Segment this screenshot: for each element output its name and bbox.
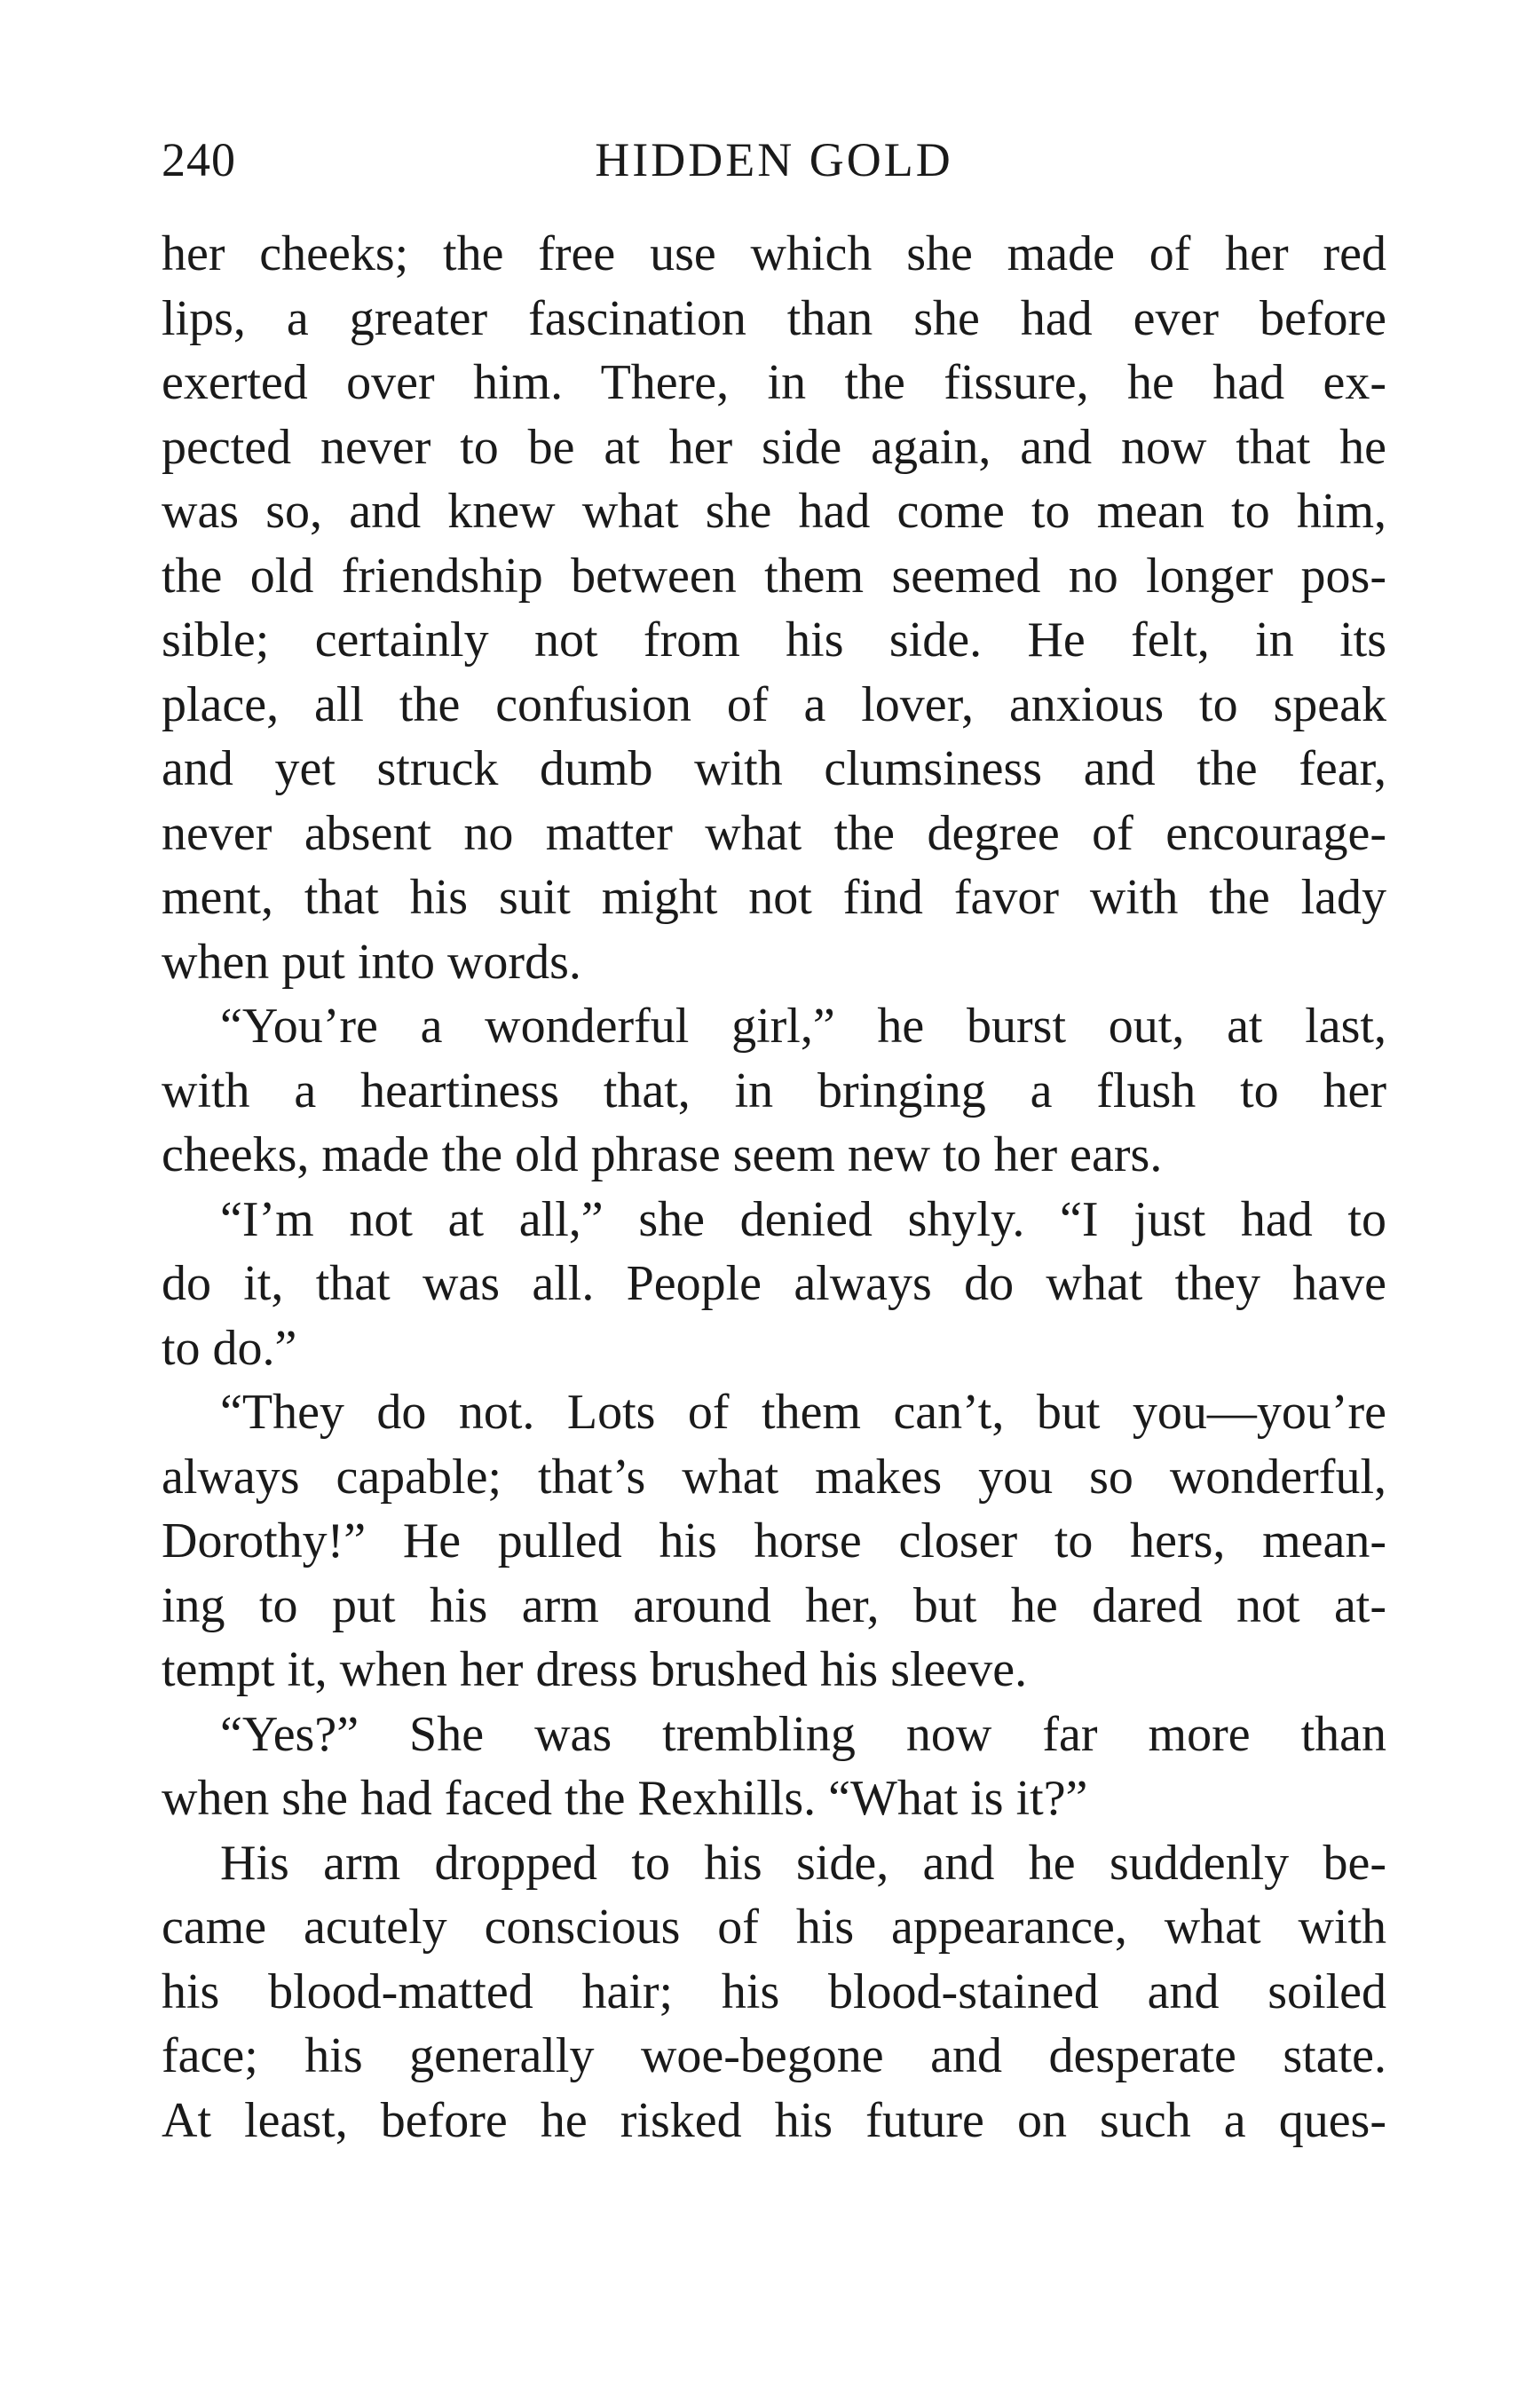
text-line: Dorothy!” He pulled his horse closer to hers, mean- (162, 1513, 1386, 1568)
paragraph (162, 1831, 1386, 2153)
paragraph (162, 1188, 1386, 1381)
text-line: “You’re a wonderful girl,” he burst out, at last, (220, 999, 1386, 1054)
text-line: His arm dropped to his side, and he suddenly be- (220, 1835, 1386, 1891)
text-line: never absent no matter what the degree of encourage- (162, 805, 1386, 861)
page-number: 240 (162, 133, 236, 186)
paragraph (162, 1380, 1386, 1703)
text-line: his blood-matted hair; his blood-stained and soiled (162, 1963, 1386, 2019)
text-line: lips, a greater fascination than she had ever before (162, 290, 1386, 346)
text-line: the old friendship between them seemed no longer pos- (162, 548, 1386, 604)
text-line: to do.” (162, 1320, 297, 1376)
text-line: ing to put his arm around her, but he dared not at- (162, 1577, 1386, 1633)
text-line: and yet struck dumb with clumsiness and the fear, (162, 741, 1386, 796)
text-line: do it, that was all. People always do what they have (162, 1256, 1386, 1311)
text-line: when put into words. (162, 934, 581, 990)
paragraph (162, 1703, 1386, 1831)
text-line: face; his generally woe-begone and desperate state. (162, 2028, 1386, 2083)
text-line: was so, and knew what she had come to mean to him, (162, 484, 1386, 539)
text-line: when she had faced the Rexhills. “What is it?” (162, 1771, 1088, 1826)
text-line: with a heartiness that, in bringing a flush to her (162, 1063, 1386, 1118)
text-line: ment, that his suit might not find favor with the lady (162, 870, 1386, 925)
text-line: “I’m not at all,” she denied shyly. “I just had to (220, 1191, 1386, 1247)
text-line: exerted over him. There, in the fissure, he had ex- (162, 355, 1386, 410)
text-line: “They do not. Lots of them can’t, but you—you’re (220, 1385, 1386, 1440)
text-line: pected never to be at her side again, and now that he (162, 419, 1386, 475)
running-title: HIDDEN GOLD (595, 133, 953, 186)
text-line: always capable; that’s what makes you so wonderful, (162, 1449, 1386, 1505)
text-line: came acutely conscious of his appearance, what with (162, 1900, 1386, 1955)
text-line: “Yes?” She was trembling now far more than (220, 1706, 1386, 1762)
text-line: sible; certainly not from his side. He felt, in its (162, 612, 1386, 668)
text-line: cheeks, made the old phrase seem new to her ears. (162, 1127, 1163, 1182)
text-line: place, all the confusion of a lover, anxious to speak (162, 676, 1386, 732)
text-line: tempt it, when her dress brushed his sleeve. (162, 1642, 1028, 1697)
text-line: At least, before he risked his future on such a ques- (162, 2092, 1386, 2148)
text-line: her cheeks; the free use which she made of her red (162, 226, 1386, 281)
body-text (162, 222, 1386, 2153)
paragraph (162, 994, 1386, 1188)
page-header (162, 124, 1386, 195)
paragraph (162, 222, 1386, 994)
